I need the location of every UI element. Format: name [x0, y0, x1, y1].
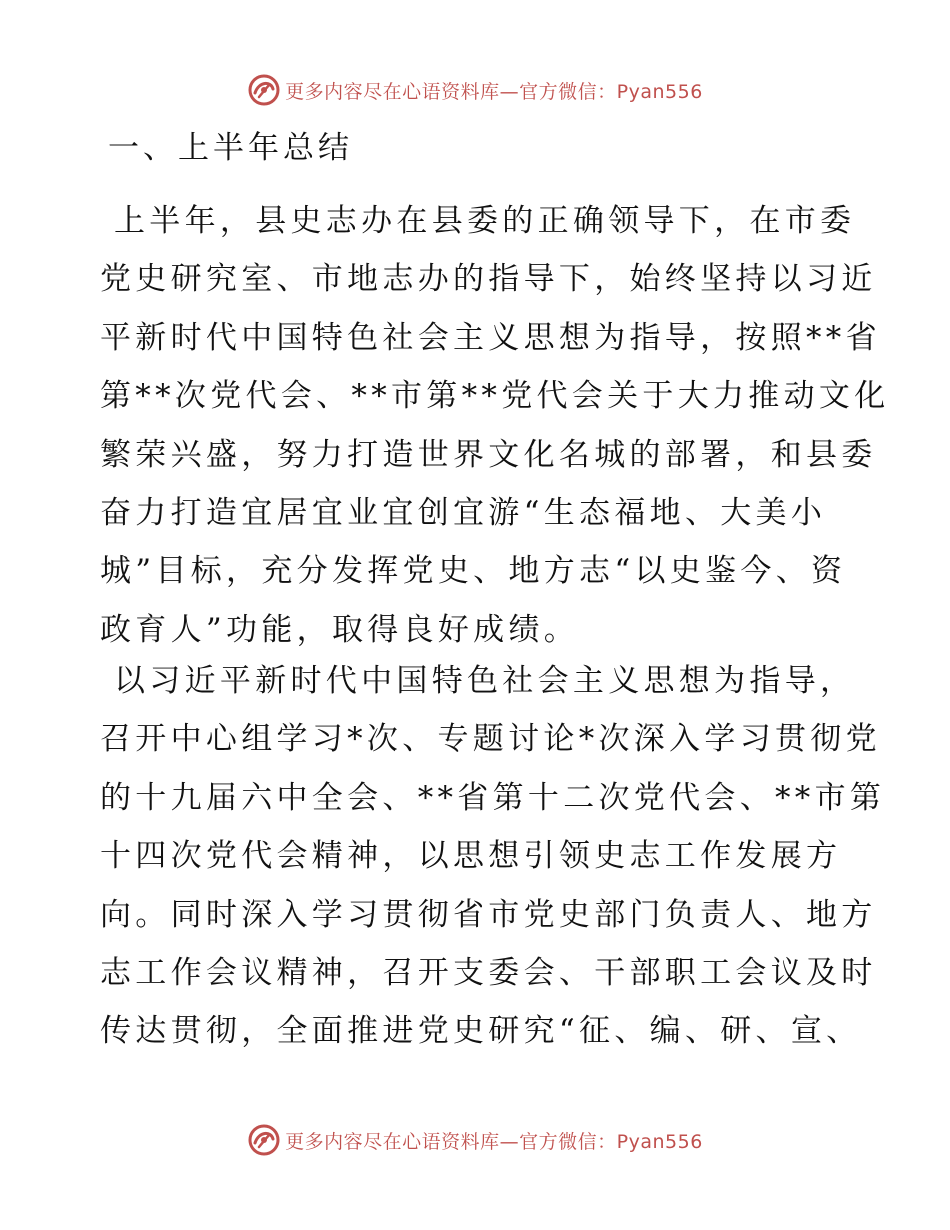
- paragraph-line: 城”目标，充分发挥党史、地方志“以史鉴今、资: [100, 553, 847, 590]
- paragraph-line: 第**次党代会、**市第**党代会关于大力推动文化: [100, 378, 890, 415]
- paragraph-line: 的十九届六中全会、**省第十二次党代会、**市第: [100, 779, 886, 816]
- paragraph-line: 传达贯彻，全面推进党史研究“征、编、研、宣、: [100, 1013, 862, 1050]
- paragraph-line: 繁荣兴盛，努力打造世界文化名城的部署，和县委: [100, 436, 877, 473]
- paragraph-line: 向。同时深入学习贯彻省市党史部门负责人、地方: [100, 896, 877, 933]
- paragraph-line: 党史研究室、市地志办的指导下，始终坚持以习近: [100, 261, 877, 298]
- watermark-text-top: 更多内容尽在心语资料库—官方微信：Pyan556: [285, 80, 703, 103]
- paragraph-line: 上半年，县史志办在县委的正确领导下，在市委: [114, 203, 856, 239]
- paragraph-line: 以习近平新时代中国特色社会主义思想为指导，: [114, 663, 856, 699]
- paragraph-line: 志工作会议精神，召开支委会、干部职工会议及时: [100, 954, 877, 991]
- watermark-banner-bottom: [0, 1120, 950, 1160]
- red-swirl-logo-icon: [247, 1123, 281, 1157]
- paragraph-line: 政育人”功能，取得良好成绩。: [100, 611, 580, 648]
- watermark-text-bottom: 更多内容尽在心语资料库—官方微信：Pyan556: [285, 1130, 703, 1153]
- paragraph-line: 奋力打造宜居宜业宜创宜游“生态福地、大美小: [100, 494, 827, 531]
- paragraph-line: 十四次党代会精神，以思想引领史志工作发展方: [100, 838, 842, 875]
- watermark-banner-top: [0, 70, 950, 110]
- paragraph-line: 平新时代中国特色社会主义思想为指导，按照**省: [100, 319, 881, 356]
- paragraph-line: 召开中心组学习*次、专题讨论*次深入学习贯彻党: [100, 721, 881, 758]
- red-swirl-logo-icon: [247, 73, 281, 107]
- section-heading: 一、上半年总结: [108, 130, 353, 166]
- paragraph-1: [100, 192, 890, 659]
- paragraph-2: [100, 652, 885, 1061]
